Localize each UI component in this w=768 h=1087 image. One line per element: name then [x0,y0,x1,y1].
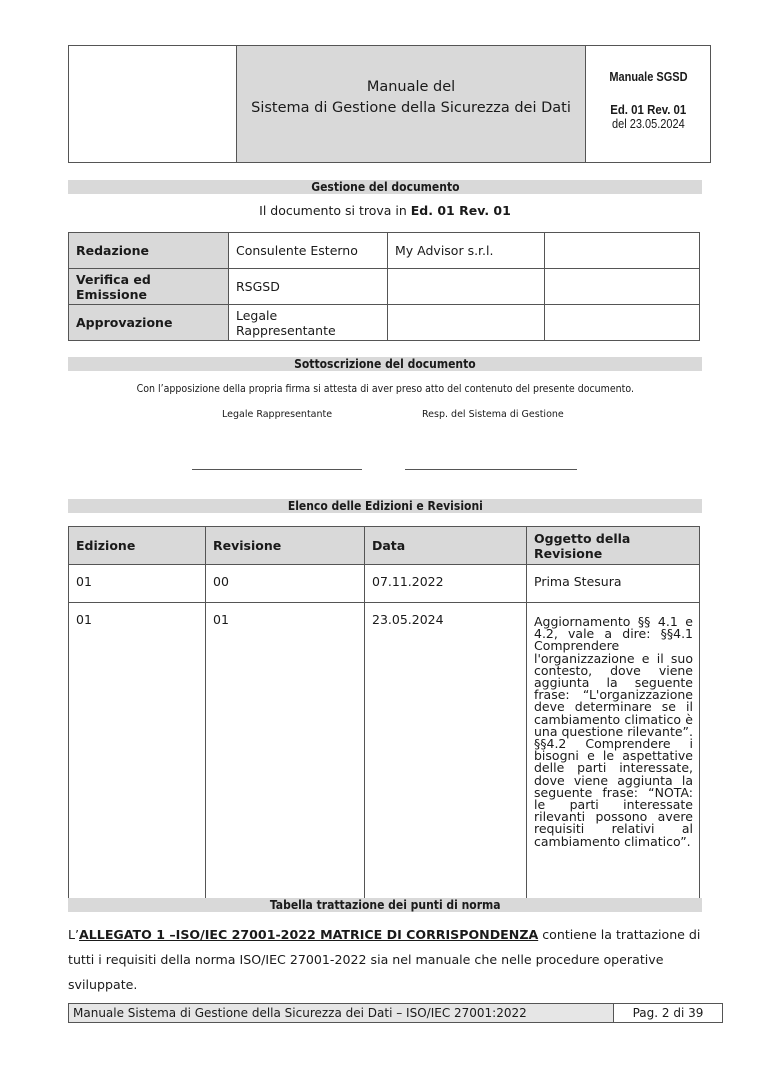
section-header-sottoscrizione: Sottoscrizione del documento [68,357,702,371]
cell-data: 07.11.2022 [365,565,527,603]
document-status [68,203,702,218]
title-line-2: Sistema di Gestione della Sicurezza dei Dati [251,100,571,116]
cell: Legale Rappresentante [229,305,388,341]
signature-line-legale [192,469,362,470]
status-prefix: Il documento si trova in [259,203,411,218]
table-row [69,565,700,603]
norma-text: contiene la trattazione di tutti i requisiti della norma ISO/IEC 27001-2022 sia nel manuale che nelle procedure operative sviluppate. [68,927,701,992]
cell-oggetto: Aggiornamento §§ 4.1 e 4.2, vale a dire: §§4.1 Comprendere l'organizzazione e il suo contesto, dove viene aggiunta la seguente frase: “L'organizzazione deve determinare se il cambiamento climatico è una questione rilevante”. §§4.2 Comprendere i bisogni e le aspettative delle parti interessate, dove viene aggiunta la seguente frase: “NOTA: le parti interessate rilevanti possono avere requisiti relativi al cambiamento climatico”. [527,603,700,900]
table-header-row [69,527,700,565]
cell-data: 23.05.2024 [365,603,527,900]
table-row [69,305,700,341]
revisions-table [68,526,700,900]
gestione-table [68,232,700,341]
footer-title: Manuale Sistema di Gestione della Sicurezza dei Dati – ISO/IEC 27001:2022 [69,1004,614,1022]
edition-label: Ed. 01 Rev. 01 [609,102,687,117]
document-meta [586,46,710,162]
cell: My Advisor s.r.l. [388,233,545,269]
cell-revisione: 00 [206,565,365,603]
section-header-gestione: Gestione del documento [68,180,702,194]
status-value: Ed. 01 Rev. 01 [410,203,511,218]
table-row [69,269,700,305]
signer-label-resp: Resp. del Sistema di Gestione [422,409,564,420]
cell-revisione: 01 [206,603,365,900]
cell [545,269,700,305]
norma-paragraph [68,922,708,997]
cell [545,233,700,269]
table-row [69,233,700,269]
signature-line-resp [405,469,577,470]
column-header-data: Data [365,527,527,565]
document-header [68,45,711,163]
norma-prefix: L’ [68,927,80,942]
cell [388,305,545,341]
column-header-edizione: Edizione [69,527,206,565]
row-label: Approvazione [69,305,229,341]
cell: RSGSD [229,269,388,305]
page-number: Pag. 2 di 39 [632,1006,704,1020]
document-title [237,46,586,162]
cell-edizione: 01 [69,603,206,900]
column-header-oggetto: Oggetto della Revisione [527,527,700,565]
row-label: Redazione [69,233,229,269]
signature-intro: Con l’apposizione della propria firma si attesta di aver preso atto del contenuto del presente documento. [136,383,634,395]
row-label: Verifica ed Emissione [69,269,229,305]
allegato-link[interactable]: ALLEGATO 1 –ISO/IEC 27001-2022 MATRICE DI CORRISPONDENZA [79,927,539,942]
doc-code: Manuale SGSD [608,70,688,84]
edition-date: del 23.05.2024 [611,117,685,131]
cell [545,305,700,341]
logo-area [69,46,237,162]
cell-oggetto: Prima Stesura [527,565,700,603]
column-header-revisione: Revisione [206,527,365,565]
page-footer [68,1003,723,1023]
section-header-revisioni: Elenco delle Edizioni e Revisioni [68,499,702,513]
section-header-norma: Tabella trattazione dei punti di norma [68,898,702,912]
title-line-1: Manuale del [366,79,456,95]
cell: Consulente Esterno [229,233,388,269]
cell [388,269,545,305]
signer-label-legale: Legale Rappresentante [222,409,333,420]
cell-edizione: 01 [69,565,206,603]
table-row [69,603,700,900]
